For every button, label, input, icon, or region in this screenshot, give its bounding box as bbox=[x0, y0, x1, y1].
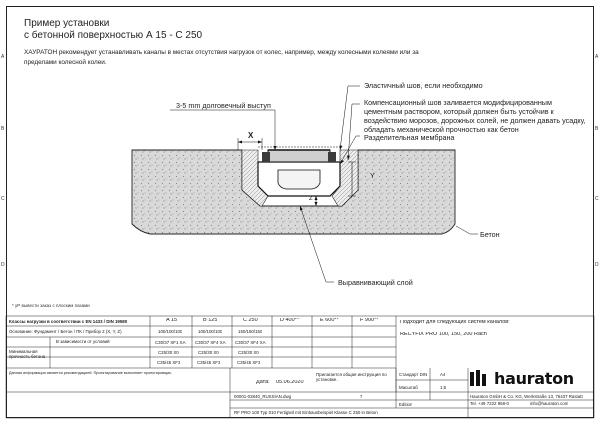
tb-company-mail: info@hauraton.com bbox=[530, 401, 569, 406]
intro-text: ХАУРАТОН рекомендует устанавливать каналы в местах отсутствия нагрузок от колес, например, между колесными колеями или за пределами колесной колеи. bbox=[24, 49, 419, 66]
logo-mark-icon bbox=[470, 370, 490, 386]
frame-left bbox=[262, 152, 270, 162]
tb-r1-c1: 100/100/100 bbox=[158, 329, 183, 334]
tb-r4-c3: C35/45 XF3 bbox=[237, 360, 261, 365]
tb-description: RF PRO 100 Typ 010 Fertigteil mit Einbausbeispiel Klasse C 250 in Beton bbox=[234, 410, 378, 415]
tb-row-3-label: Минимальная прочность бетона bbox=[9, 349, 46, 359]
tb-company-address: Hauraton GmbH & Co. KG, Werkstraße 13, 76437 Rastatt bbox=[470, 394, 583, 399]
leveling-layer-label: Выравнивающий слой bbox=[338, 278, 413, 287]
row-mark-a: A bbox=[1, 54, 5, 60]
title-line-2: с бетонной поверхностью А 15 - С 250 bbox=[24, 30, 203, 41]
row-mark-c-right: C bbox=[595, 196, 599, 202]
dimension-z-label: Z bbox=[309, 196, 313, 202]
tb-r3-c3: C25/30 X0 bbox=[238, 350, 259, 355]
tb-r4-c1: C35/45 XF3 bbox=[157, 360, 181, 365]
logo-text: hauraton bbox=[494, 368, 574, 388]
elastic-joint-label: Эластичный шов, если необходимо bbox=[364, 81, 483, 90]
dimension-x-label: X bbox=[248, 131, 254, 140]
tb-r1-c2: 100/100/100 bbox=[198, 329, 223, 334]
tb-r2-c1: C30/37 XF1 XA bbox=[155, 340, 186, 345]
tb-date-value: 05.06.2020 bbox=[276, 380, 304, 385]
tb-suitable-value: RECYFIX PRO 100, 150, 200 Rach bbox=[400, 332, 487, 337]
tb-scale-value: 1:5 bbox=[440, 385, 447, 390]
tb-suitable-label: Подходит для следующих систем каналов: bbox=[400, 320, 510, 325]
tb-row-2-label: Основание: Фундамент / Бетон / ПК / Прибор 2 (X, Y, Z) bbox=[9, 329, 122, 334]
concrete-label: Бетон bbox=[480, 230, 500, 239]
tb-date-label: Дата: bbox=[256, 380, 270, 385]
tb-sheet-size: A4 bbox=[440, 372, 446, 377]
tb-standard-label: Стандарт DIN bbox=[399, 372, 428, 377]
tb-load-class-label: Классы нагрузки в соответствии с EN 1433 / DIN 19580 bbox=[9, 319, 128, 324]
hauraton-logo bbox=[470, 368, 585, 388]
tb-r1-c3: 150/150/150 bbox=[238, 329, 263, 334]
tb-r3-c1: C25/30 X0 bbox=[158, 350, 179, 355]
tb-r2-c3: C30/37 XF4 XA bbox=[235, 340, 266, 345]
tb-r2-c2: C30/37 XF4 XA bbox=[195, 340, 226, 345]
footnote: * уР вывести заказ с плоским пазами bbox=[12, 303, 90, 308]
tb-edition: Edition bbox=[399, 402, 413, 407]
row-mark-b-right: B bbox=[595, 126, 599, 132]
compensation-joint-label: Компенсационный шов заливается модифицированным цементным раствором, который должен быть устойчив к воздействию морозов, дорожных солей, не должен давать усадку, обладать механической прочностью как бетон bbox=[364, 98, 586, 134]
tb-scale-label: Масштаб bbox=[399, 385, 418, 390]
tb-class-e600: E 600** bbox=[320, 318, 339, 323]
separation-membrane-label: Разделительная мембрана bbox=[364, 133, 455, 142]
tb-disclaimer: Данная информация является рекомендацией. Проектирование выполняет проектировщик. bbox=[9, 371, 173, 375]
grating bbox=[268, 150, 330, 162]
tb-company-phone: Tel. +49 7222 958-0 bbox=[470, 401, 509, 406]
row-mark-a-right: A bbox=[595, 54, 599, 60]
row-mark-b: B bbox=[1, 126, 5, 132]
title-line-1: Пример установки bbox=[24, 18, 110, 29]
tb-class-a15: A 15 bbox=[166, 318, 178, 323]
tb-page: 7 bbox=[360, 394, 363, 399]
tb-class-f900: F 900** bbox=[360, 318, 379, 323]
tb-row-4-label: В зависимости от условий bbox=[56, 339, 110, 344]
channel-inner bbox=[278, 170, 320, 189]
row-mark-d: D bbox=[1, 262, 5, 268]
tb-r3-c2: C25/30 X0 bbox=[198, 350, 219, 355]
tb-class-c250: C 250 bbox=[243, 318, 258, 323]
tb-class-b125: B 125 bbox=[203, 318, 218, 323]
frame-right bbox=[328, 152, 336, 162]
dimension-y-label: Y bbox=[370, 173, 375, 180]
row-mark-c: C bbox=[1, 196, 5, 202]
protrusion-label: 3-5 mm долговечный выступ bbox=[176, 101, 271, 110]
tb-r4-c2: C35/45 XF3 bbox=[197, 360, 221, 365]
tb-note: Прилагается общая инструкция по установке. bbox=[316, 372, 387, 382]
row-mark-d-right: D bbox=[595, 262, 599, 268]
tb-filename: 00001-02840_RUSSIAN.dwg bbox=[234, 394, 292, 399]
tb-class-d400: D 400** bbox=[280, 318, 299, 323]
